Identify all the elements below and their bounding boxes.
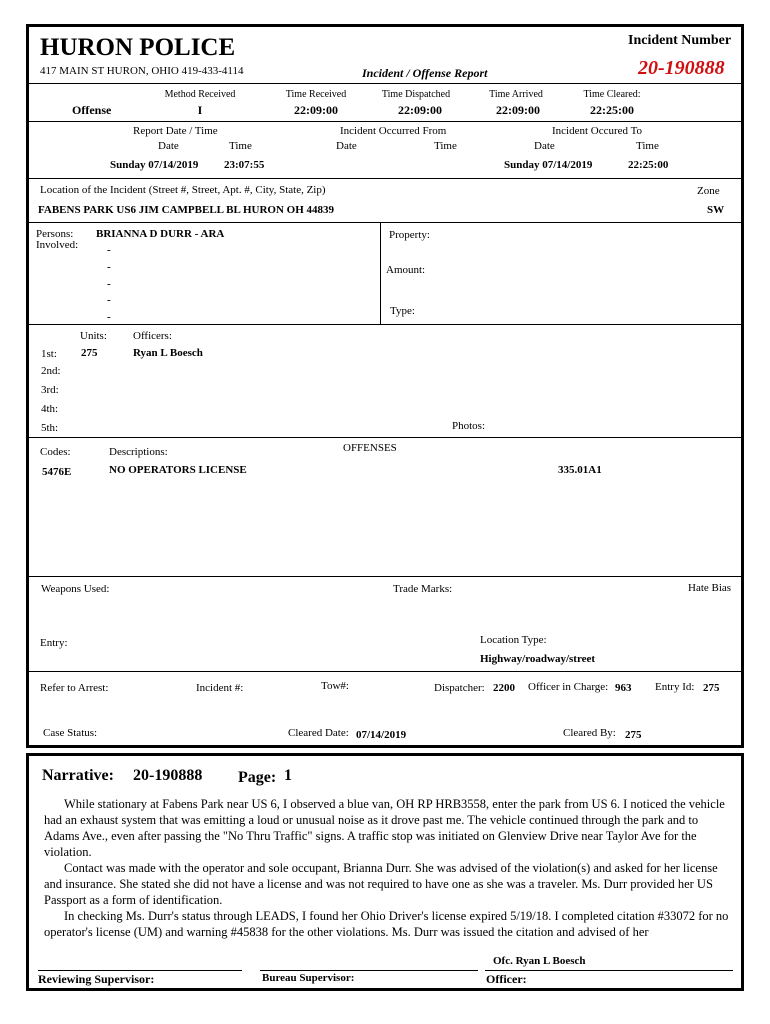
unit-row-label: 3rd: [41, 384, 59, 396]
persons-label: Persons: [36, 228, 74, 240]
to-date-label: Date [534, 140, 555, 152]
weapons-label: Weapons Used: [41, 583, 110, 595]
bureau-supervisor-label: Bureau Supervisor: [262, 972, 355, 984]
units-label: Units: [80, 330, 107, 342]
time-cleared-label: Time Cleared: [583, 89, 641, 100]
narrative-paragraph: Contact was made with the operator and sole occupant, Brianna Durr. She was advised of the violation(s) and asked for her license and insurance. She stated she did not have a license and was not required to have one as she was a traveler. Ms. Durr provided her US Passport as a form of identification. [44, 861, 718, 907]
entry-id-value: 275 [703, 682, 720, 694]
offense-label: Offense [72, 103, 112, 117]
report-time: 23:07:55 [224, 159, 265, 171]
narrative-label: Narrative: [42, 767, 114, 784]
offense-statute: 335.01A1 [558, 464, 602, 476]
cleared-date-label: Cleared Date: [288, 727, 349, 739]
location-label: Location of the Incident (Street #, Street, Apt. #, City, State, Zip) [40, 184, 326, 196]
narrative-body [44, 796, 734, 940]
report-datetime-label: Report Date / Time [133, 125, 218, 137]
cleared-by-label: Cleared By: [563, 727, 616, 739]
oic-label: Officer in Charge: [528, 681, 609, 693]
tow-label: Tow#: [321, 680, 349, 692]
offense-description: NO OPERATORS LICENSE [109, 464, 247, 476]
person-dash: - [107, 261, 111, 273]
time-dispatched: 22:09:00 [398, 103, 442, 117]
offenses-section-label: OFFENSES [343, 442, 397, 454]
report-time-label: Time [229, 140, 252, 152]
location-type-label: Location Type: [480, 634, 547, 646]
photos-label: Photos: [452, 420, 486, 432]
narrative-paragraph: In checking Ms. Durr's status through LEADS, I found her Ohio Driver's license expired 5/19/18. I completed citation #33072 for no operator's license (UM) and warning #45838 for the other violations. Ms. Durr was issued the citation and advised of her [44, 909, 729, 939]
narrative-number: 20-190888 [133, 767, 203, 784]
narrative-paragraph: While stationary at Fabens Park near US 6, I observed a blue van, OH RP HRB3558, enter the park from US 6. I noticed the vehicle had an exhaust system that was emitting a loud or unusual noise as it drove past me. The vehicle continued through the park and to Adams Ave., even after passing the "No Thru Traffic" signs. A traffic stop was initiated on Glenview Drive near Taylor Ave for the violation. [44, 797, 725, 859]
page-label: Page: [238, 769, 277, 786]
page-number: 1 [284, 767, 292, 784]
incident-number: 20-190888 [638, 57, 725, 79]
report-type: Incident / Offense Report [362, 66, 488, 80]
time-arrived: 22:09:00 [496, 103, 540, 117]
unit-row-label: 4th: [41, 403, 59, 415]
time-cleared: 22:25:00 [590, 103, 634, 117]
entry-label: Entry: [40, 637, 68, 649]
refer-label: Refer to Arrest: [40, 682, 109, 694]
unit-row-label: 2nd: [41, 365, 61, 377]
from-time-label: Time [434, 140, 457, 152]
location-type-value: Highway/roadway/street [480, 653, 596, 665]
amount-label: Amount: [386, 264, 426, 276]
dispatcher-label: Dispatcher: [434, 682, 485, 694]
oic-value: 963 [615, 682, 632, 694]
report-date-label: Date [158, 140, 179, 152]
incident-hash-label: Incident #: [196, 682, 244, 694]
zone-value: SW [707, 204, 725, 216]
person-1: BRIANNA D DURR - ARA [96, 228, 225, 240]
report-date: Sunday 07/14/2019 [110, 159, 199, 171]
occurred-from-label: Incident Occurred From [340, 125, 447, 137]
time-received: 22:09:00 [294, 103, 338, 117]
unit-officer: Ryan L Boesch [133, 347, 203, 359]
officer-name: Ofc. Ryan L Boesch [493, 955, 586, 967]
location-value: FABENS PARK US6 JIM CAMPBELL BL HURON OH 44839 [38, 204, 335, 216]
incident-number-label: Incident Number [628, 33, 732, 48]
cleared-date-value: 07/14/2019 [356, 729, 407, 741]
to-time-label: Time [636, 140, 659, 152]
from-date-label: Date [336, 140, 357, 152]
unit-row-label: 5th: [41, 422, 59, 434]
method-received: I [197, 103, 203, 117]
to-date: Sunday 07/14/2019 [504, 159, 593, 171]
officers-label: Officers: [133, 330, 172, 342]
descriptions-label: Descriptions: [109, 446, 168, 458]
type-label: Type: [390, 305, 415, 317]
officer-label: Officer: [486, 972, 527, 986]
zone-label: Zone [697, 185, 720, 197]
occurred-to-label: Incident Occured To [552, 125, 643, 137]
agency-title: HURON POLICE [40, 34, 236, 61]
property-label: Property: [389, 229, 430, 241]
time-dispatched-label: Time Dispatched [381, 89, 451, 100]
person-dash: - [107, 294, 111, 306]
person-dash: - [107, 311, 111, 323]
agency-address: 417 MAIN ST HURON, OHIO 419-433-4114 [40, 65, 244, 77]
to-time: 22:25:00 [628, 159, 669, 171]
reviewing-supervisor-label: Reviewing Supervisor: [38, 972, 155, 986]
trade-marks-label: Trade Marks: [393, 583, 453, 595]
hate-bias-label: Hate Bias [688, 582, 732, 594]
person-dash: - [107, 244, 111, 256]
unit-row-label: 1st: [41, 348, 57, 360]
time-received-label: Time Received [285, 89, 347, 100]
unit-number: 275 [81, 347, 98, 359]
offense-code: 5476E [42, 466, 72, 478]
entry-id-label: Entry Id: [655, 681, 695, 693]
person-dash: - [107, 278, 111, 290]
dispatcher-value: 2200 [493, 682, 515, 694]
case-status-label: Case Status: [43, 727, 98, 739]
method-received-label: Method Received [164, 89, 236, 100]
time-arrived-label: Time Arrived [489, 89, 543, 100]
cleared-by-value: 275 [625, 729, 642, 741]
codes-label: Codes: [40, 446, 71, 458]
involved-label: Involved: [36, 239, 79, 251]
